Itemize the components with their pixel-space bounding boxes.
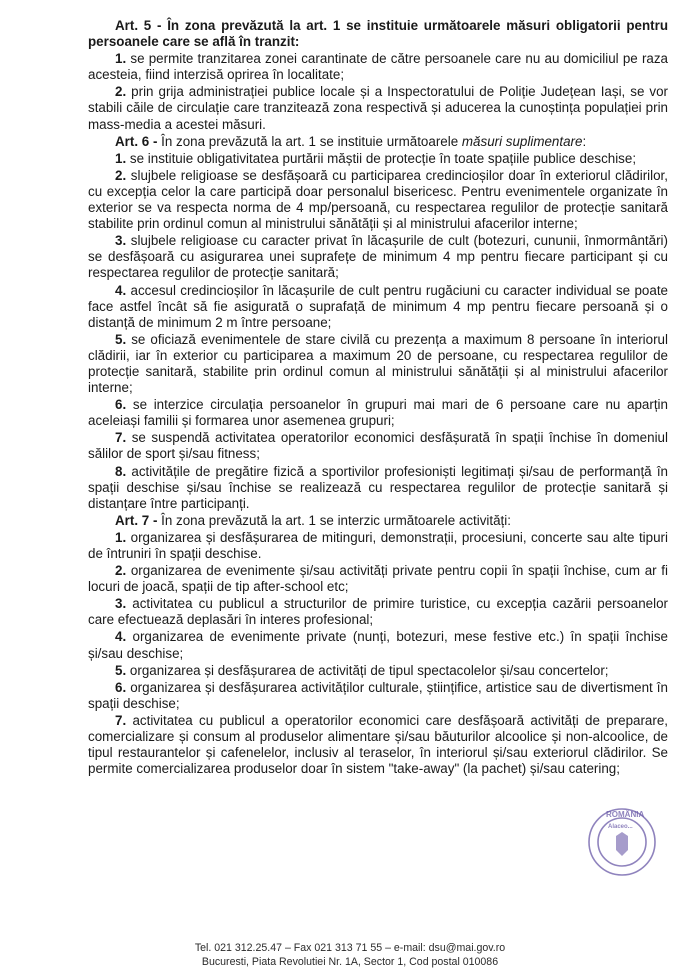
page-footer: [0, 934, 700, 969]
item-number: 6.: [115, 679, 127, 695]
art6-intro: [88, 134, 668, 150]
item-text: se permite tranzitarea zonei carantinate de către persoanele care nu au domiciliul pe raza acesteia, fiind interzisă oprirea în localitate;: [88, 51, 668, 83]
item-text: activitatea cu publicul a structurilor de primire turistice, cu excepția cazării persoanelor care efectuează deplasări în interes profesional;: [88, 596, 668, 628]
art7-item-4: [88, 629, 668, 661]
stamp-seal-icon: [586, 806, 658, 878]
item-number: 8.: [115, 463, 127, 479]
item-number: 5.: [115, 331, 127, 347]
art6-item-6: [88, 397, 668, 429]
art6-item-8: [88, 464, 668, 512]
item-number: 7.: [115, 712, 127, 728]
item-number: 5.: [115, 662, 127, 678]
item-text: se suspendă activitatea operatorilor economici desfășurată în spații închise în domeniul sălilor de sport și/sau fitness;: [88, 430, 668, 462]
stamp-text-top: ROMÂNIA: [606, 810, 645, 819]
art7-item-5: [88, 663, 668, 679]
item-text: organizarea de evenimente și/sau activități private pentru copii în spații închise, cum ar fi locuri de joacă, spații de tip after-school etc;: [88, 563, 668, 595]
item-number: 2.: [115, 84, 127, 100]
art7-item-6: [88, 680, 668, 712]
art6-lead: Art. 6 -: [115, 133, 158, 149]
item-number: 3.: [115, 233, 127, 249]
footer-contact: Tel. 021 312.25.47 – Fax 021 313 71 55 – e-mail: dsu@mai.gov.ro: [194, 942, 506, 954]
art7-item-1: [88, 530, 668, 562]
art5-item-2: [88, 84, 668, 132]
item-text: organizarea și desfășurarea de mitinguri, demonstrații, procesiuni, concerte sau alte tipuri de întruniri în spații deschise.: [88, 529, 668, 561]
item-number: 7.: [115, 430, 127, 446]
art7-item-7: [88, 713, 668, 777]
art6-intro-end: :: [582, 133, 587, 149]
item-text: se instituie obligativitatea purtării măștii de protecție în toate spațiile publice deschise;: [129, 150, 637, 166]
document-body: [88, 18, 668, 778]
item-text: se interzice circulația persoanelor în grupuri mai mari de 6 persoane care nu aparțin aceleiași familii și formarea unor asemenea grupuri;: [88, 397, 668, 429]
item-text: organizarea și desfășurarea activităților culturale, științifice, artistice sau de divertisment în spații deschise;: [88, 679, 668, 711]
item-number: 4.: [115, 282, 127, 298]
item-number: 1.: [115, 150, 127, 166]
art7-item-3: [88, 596, 668, 628]
art7-item-2: [88, 563, 668, 595]
art6-item-2: [88, 168, 668, 232]
item-text: accesul credincioșilor în lăcașurile de cult pentru rugăciuni cu caracter individual se poate face astfel încât să fie asigurată o suprafață de minimum 4 mp pentru fiecare persoană și o distanță de minimum 2 m între persoane;: [88, 282, 668, 330]
footer-separator: [90, 934, 610, 935]
art6-item-5: [88, 332, 668, 396]
art6-item-1: [88, 151, 668, 167]
item-number: 3.: [115, 596, 127, 612]
item-text: slujbele religioase se desfășoară cu participarea credincioșilor doar în exteriorul clădirilor, cu excepția celor la care participă doar personalul bisericesc. Pentru evenimentele organizate în exterior se va respecta norma de 4 mp/persoană, cu respectarea regulilor de protecție sanitară stabilite prin ordinul comun al ministrului sănătății și al ministrului afacerilor interne;: [88, 167, 668, 232]
item-text: prin grija administrației publice locale și a Inspectoratului de Poliție Județean Iași, se vor stabili căile de circulație care tranzitează zona respectivă și aducerea la cunoștința populației prin mass-media a acestei măsuri.: [88, 84, 668, 132]
art6-intro-emphasis: măsuri suplimentare: [461, 133, 583, 149]
item-number: 2.: [115, 563, 127, 579]
item-text: activitățile de pregătire fizică a sportivilor profesioniști legitimați și/sau de performanță în spații deschise și/sau închise se realizează cu respectarea regulilor de protecție sanitară și distanțare între participanți.: [88, 463, 668, 511]
art6-item-4: [88, 283, 668, 331]
item-text: activitatea cu publicul a operatorilor economici care desfășoară activități de preparare, comercializare și consum al produselor alimentare și/sau băuturilor alcoolice și non-alcoolice, de tipul restaurantelor și cafenelelor, inclusiv al teraselor, în interiorul și/sau exteriorul clădirilor. Se permite comercializarea produselor doar în sistem "take-away" (la pachet) și/sau catering;: [88, 712, 668, 777]
item-number: 2.: [115, 167, 127, 183]
art6-intro-text: În zona prevăzută la art. 1 se instituie următoarele: [161, 133, 459, 149]
item-number: 4.: [115, 629, 127, 645]
art6-item-7: [88, 430, 668, 462]
item-number: 1.: [115, 529, 127, 545]
art7-intro: [88, 513, 668, 529]
art7-intro-text: În zona prevăzută la art. 1 se interzic următoarele activități:: [161, 512, 511, 528]
art7-lead: Art. 7 -: [115, 512, 158, 528]
art5-title: Art. 5 - În zona prevăzută la art. 1 se instituie următoarele măsuri obligatorii pentru persoanele care se află în tranzit:: [88, 18, 668, 50]
item-text: organizarea și desfășurarea de activități de tipul spectacolelor și/sau concertelor;: [129, 662, 609, 678]
item-text: se oficiază evenimentele de stare civilă cu prezența a maximum 8 persoane în interiorul clădirii, iar în exterior cu participarea a maximum 20 de persoane, cu respectarea regulilor de protecție sanitară, stabilite prin ordinul comun al ministrului sănătății și al ministrului afacerilor interne;: [88, 331, 668, 396]
item-number: 6.: [115, 397, 127, 413]
art6-item-3: [88, 233, 668, 281]
item-text: slujbele religioase cu caracter privat în lăcașurile de cult (botezuri, cununii, înmormântări) se desfășoară cu asigurarea unei suprafețe de minimum 4 mp pentru fiecare participant și cu respectarea regulilor de protecție sanitară;: [88, 233, 668, 281]
stamp-text-mid: Alaceo...: [608, 824, 633, 830]
item-number: 1.: [115, 51, 127, 67]
item-text: organizarea de evenimente private (nunți, botezuri, mese festive etc.) în spații închise și/sau deschise;: [88, 629, 668, 661]
footer-address: Bucuresti, Piata Revolutiei Nr. 1A, Sector 1, Cod postal 010086: [201, 956, 499, 968]
official-stamp: [586, 806, 658, 878]
art5-item-1: [88, 51, 668, 83]
